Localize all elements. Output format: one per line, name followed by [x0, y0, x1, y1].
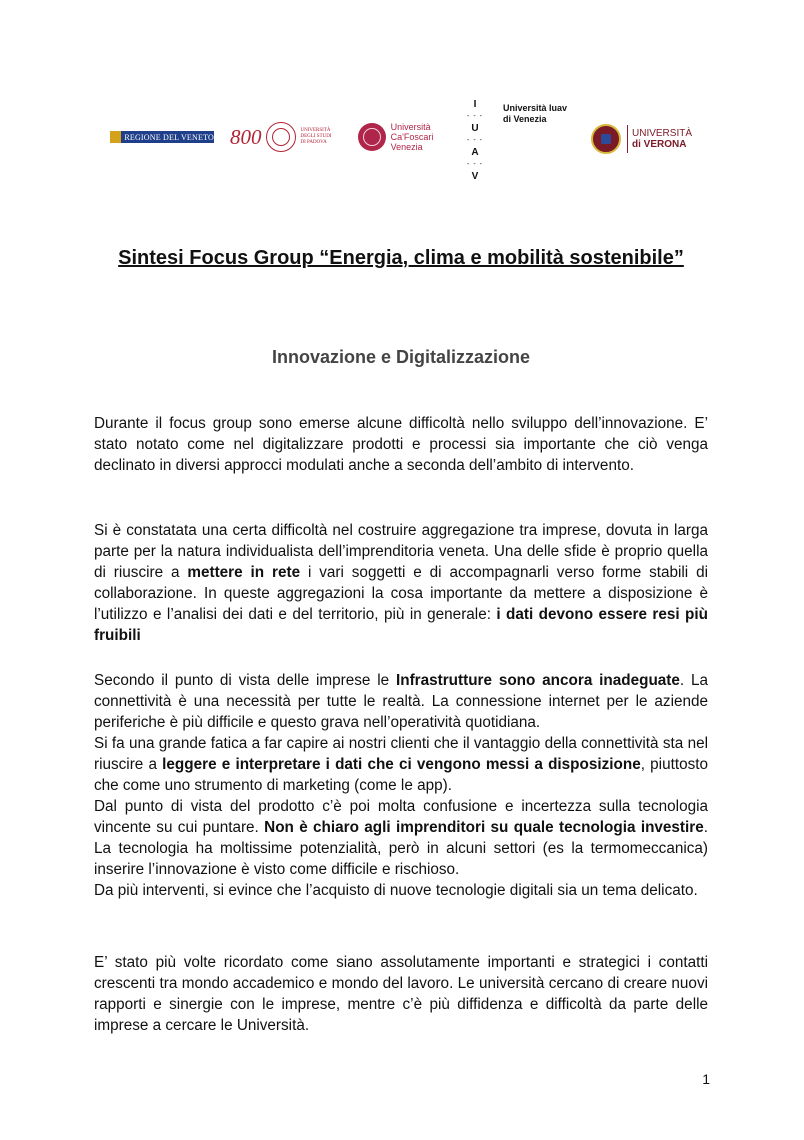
page-number: 1: [702, 1071, 710, 1087]
text-run: Da più interventi, si evince che l’acquisto di nuove tecnologie digitali sia un tema delicato.: [94, 882, 698, 899]
text-run: . La connettività è una necessità per tutte le realtà. La connessione internet per le aziende periferiche è più difficile e questo grava nell’operatività quotidiana.: [94, 672, 708, 731]
text-run: Si fa una grande fatica a far capire ai nostri clienti che il vantaggio della connettività sta nel riuscire a: [94, 735, 708, 773]
cafoscari-line-3: Venezia: [390, 142, 423, 152]
regione-veneto-logo: [110, 131, 214, 143]
iuav-letters: [467, 100, 483, 184]
bold-run: leggere e interpretare i dati che ci vengono messi a disposizione: [162, 756, 641, 773]
document-title: Sintesi Focus Group “Energia, clima e mobilità sostenibile”: [118, 247, 684, 269]
padova-seal-icon: [266, 122, 296, 152]
iuav-text: [503, 103, 573, 125]
iuav-letter-v: V: [471, 171, 479, 182]
bold-run: Non è chiaro agli imprenditori su quale tecnologia investire: [264, 819, 704, 836]
cafoscari-text: [391, 122, 438, 152]
section-subtitle: Innovazione e Digitalizzazione: [271, 347, 531, 367]
verona-line-2: di VERONA: [632, 139, 687, 150]
paragraph-2: [94, 520, 708, 646]
iuav-logo: [467, 100, 572, 180]
verona-line-1: UNIVERSITÀ: [632, 128, 693, 139]
verona-logo: [591, 122, 699, 156]
iuav-line-1: Università Iuav: [503, 103, 568, 113]
padova-text: UNIVERSITÀ DEGLI STUDI DI PADOVA: [300, 128, 332, 145]
bold-run: mettere in rete: [187, 564, 301, 581]
lion-icon: [110, 131, 121, 143]
verona-text: [632, 128, 696, 150]
verona-seal-icon: [591, 124, 621, 154]
paragraph-3: [94, 670, 708, 901]
bold-run: i dati devono essere resi più fruibili: [94, 606, 708, 644]
text-run: Secondo il punto di vista delle imprese le: [94, 672, 396, 689]
logo-strip: [110, 100, 700, 180]
cafoscari-line-2: Ca'Foscari: [390, 132, 434, 142]
text-run: . La tecnologia ha moltissime potenzialità, però in alcuni settori (es la termomeccanica) inserire l’innovazione è visto come difficile e rischioso.: [94, 819, 708, 878]
text-run: Dal punto di vista del prodotto c’è poi molta confusione e incertezza sulla tecnologia vincente su cui puntare.: [94, 798, 708, 836]
iuav-dash: - - -: [467, 113, 483, 120]
iuav-letter-a: A: [471, 147, 479, 158]
cafoscari-logo: [358, 120, 438, 154]
regione-veneto-text: REGIONE DEL VENETO: [124, 132, 214, 142]
bold-run: Infrastrutture sono ancora inadeguate: [395, 672, 680, 689]
text-run: i vari soggetti e di accompagnarli verso forme stabili di collaborazione. In queste aggregazioni la cosa importante da mettere a disposizione è l’utilizzo e l’analisi dei dati e del territorio, più in generale:: [94, 564, 708, 623]
text-run: , piuttosto che come uno strumento di marketing (come le app).: [94, 756, 708, 794]
iuav-dash: - - -: [467, 137, 483, 144]
text-run: Si è constatata una certa difficoltà nel costruire aggregazione tra imprese, dovuta in larga parte per la natura individualista dell’imprenditoria veneta. Una delle sfide è proprio quella di riuscire a: [94, 522, 708, 581]
cafoscari-line-1: Università: [390, 122, 431, 132]
cafoscari-seal-icon: [358, 123, 386, 151]
iuav-letter-u: U: [471, 123, 479, 134]
iuav-dash: - - -: [467, 161, 483, 168]
padova-800-mark: 800: [230, 124, 262, 149]
paragraph-1: Durante il focus group sono emerse alcune difficoltà nello sviluppo dell’innovazione. E’ stato notato come nel digitalizzare prodotti e processi sia importante che ciò venga declinato in diversi approcci modulati anche a seconda dell’ambito di intervento.: [94, 415, 708, 474]
iuav-letter-i: I: [473, 99, 477, 110]
verona-divider: [627, 125, 628, 153]
padova-logo: [230, 122, 336, 152]
paragraph-4: E’ stato più volte ricordato come siano assolutamente importanti e strategici i contatti crescenti tra mondo accademico e mondo del lavoro. Le università cercano di creare nuovi rapporti e sinergie con le imprese, mentre c’è più diffidenza e difficoltà da parte delle imprese a cercare le Università.: [94, 954, 708, 1034]
iuav-line-2: di Venezia: [503, 114, 547, 124]
